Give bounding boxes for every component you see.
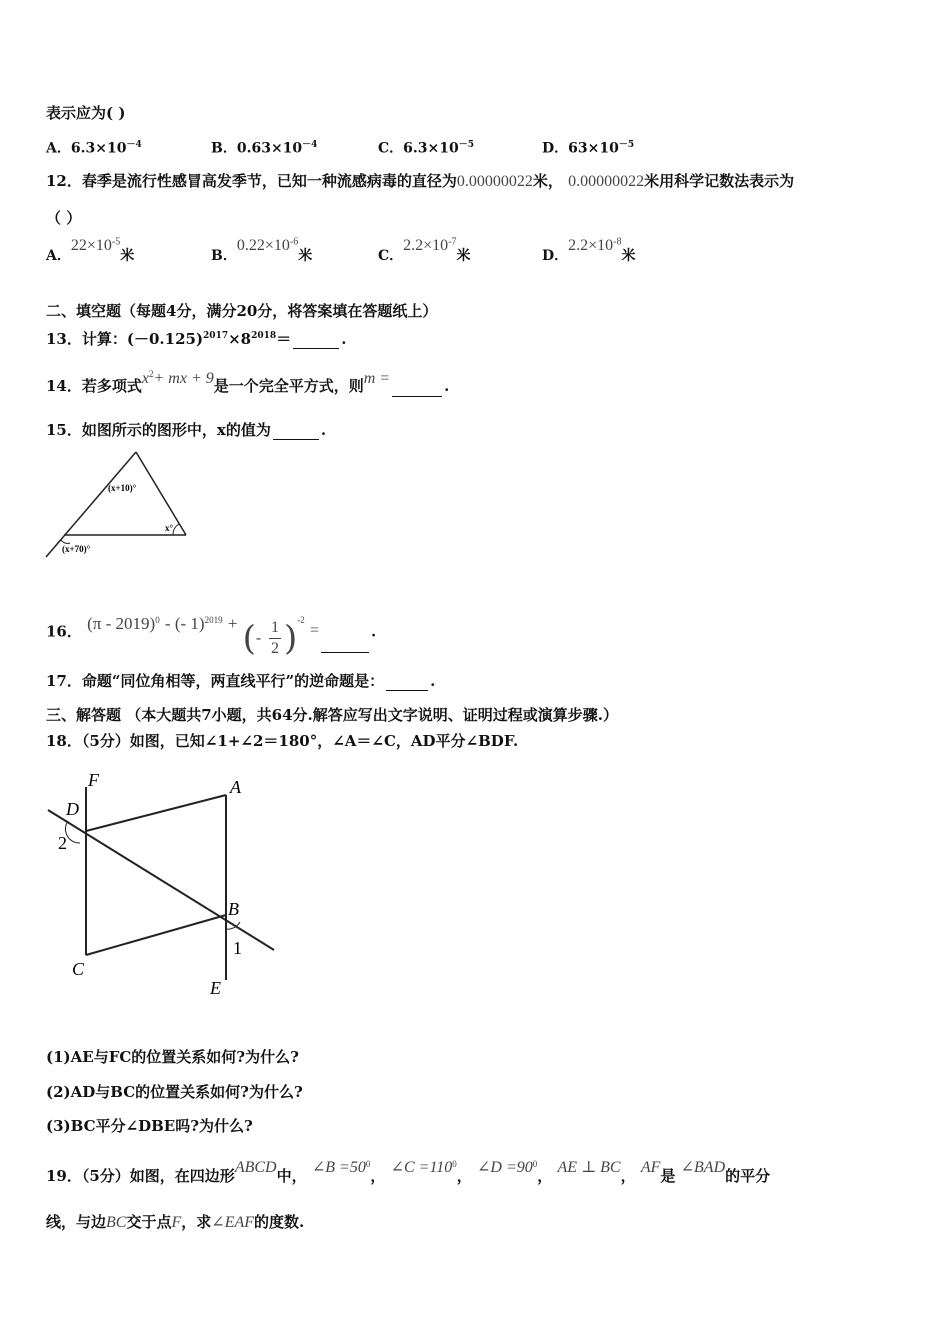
q18-sub-2: (2)AD与BC的位置关系如何?为什么? (46, 1083, 303, 1101)
label-b: B (228, 899, 239, 919)
q16-fraction-group: (- $\frac{1}{2}$ )$^{-2}$ (242, 614, 305, 659)
q12-option-d: D．$2.2\times 10^{-8}$米 (542, 236, 636, 264)
q19-line-2: 线，与边BC交于点F，求∠EAF的度数. (46, 1213, 305, 1231)
triangle-right-side (136, 452, 186, 535)
q12-option-c: C．$2.2\times 10^{-7}$米 (378, 236, 471, 264)
q17: 17．命题“同位角相等，两直线平行”的逆命题是： . (46, 672, 436, 690)
q11-tail: 表示应为( ) (46, 104, 126, 122)
section-3-heading: 三、解答题 （本大题共7小题，共64分.解答应写出文字说明、证明过程或演算步骤.） (46, 706, 618, 724)
q13: 13．计算：$(-0.125)^{2017}\times 8^{2018}=$ . (46, 330, 347, 348)
triangle-left-side (46, 452, 136, 557)
q15-triangle-figure (40, 445, 200, 563)
line-db (48, 810, 274, 950)
label-d: D (66, 799, 79, 819)
right-angle-arc (173, 524, 179, 535)
q11-option-b: B．$0.63\times 10^{-4}$ (211, 140, 318, 157)
label-2: 2 (58, 833, 67, 853)
segment-da (86, 795, 226, 831)
q12-stem: 12．春季是流行性感冒高发季节，已知一种流感病毒的直径为0.00000022米， 0.00000022米用科学记数法表示为 (46, 172, 795, 190)
q12-option-b: B．$0.22\times 10^{-6}$米 (211, 236, 313, 264)
label-right-angle: x° (165, 523, 174, 533)
q16: 16． (π - 2019)$^0$ - (- 1)$^{2019}$ + (- $\frac{1}{2}$ )$^{-2}$ = . (46, 613, 377, 659)
q18-sub-1: (1)AE与FC的位置关系如何?为什么? (46, 1048, 299, 1066)
q11-option-c: C．$6.3\times 10^{-5}$ (378, 140, 474, 157)
q14: 14．若多项式$x^2+$ mx + 9是一个完全平方式，则m = . (46, 369, 450, 395)
label-1: 1 (233, 938, 242, 958)
segment-cb (86, 915, 226, 955)
q12-paren: （ ） (46, 209, 82, 227)
label-a: A (230, 777, 241, 797)
label-f: F (88, 770, 99, 790)
q18-sub-3: (3)BC平分∠DBE吗?为什么? (46, 1117, 253, 1135)
q12-option-a: A．$22\times 10^{-5}$米 (46, 236, 135, 264)
label-exterior-angle: (x+70)° (62, 544, 91, 554)
label-e: E (210, 978, 221, 998)
q11-option-d: D．$63\times 10^{-5}$ (542, 140, 635, 157)
label-c: C (72, 959, 85, 979)
q16-expression: (π - 2019)$^0$ - (- 1)$^{2019}$ + (87, 613, 238, 633)
q18-stem: 18．（5分）如图，已知∠1+∠2＝180°，∠A＝∠C，AD平分∠BDF. (46, 732, 519, 750)
q15: 15．如图所示的图形中，x的值为 . (46, 421, 327, 439)
q18-figure (40, 765, 290, 1005)
exterior-angle-arc (61, 540, 70, 543)
section-2-heading: 二、填空题（每题4分，满分20分，将答案填在答题纸上） (46, 302, 438, 320)
q11-option-a: A．$6.3\times 10^{-4}$ (46, 140, 142, 157)
label-top-angle: (x+10)° (108, 483, 137, 493)
q19-line-1: 19．（5分）如图，在四边形ABCD中， ∠B $=50^0$， ∠C $=110^0$， ∠D $=90^0$， AE ⊥ BC， AF是 ∠BAD的平分 (46, 1159, 771, 1185)
